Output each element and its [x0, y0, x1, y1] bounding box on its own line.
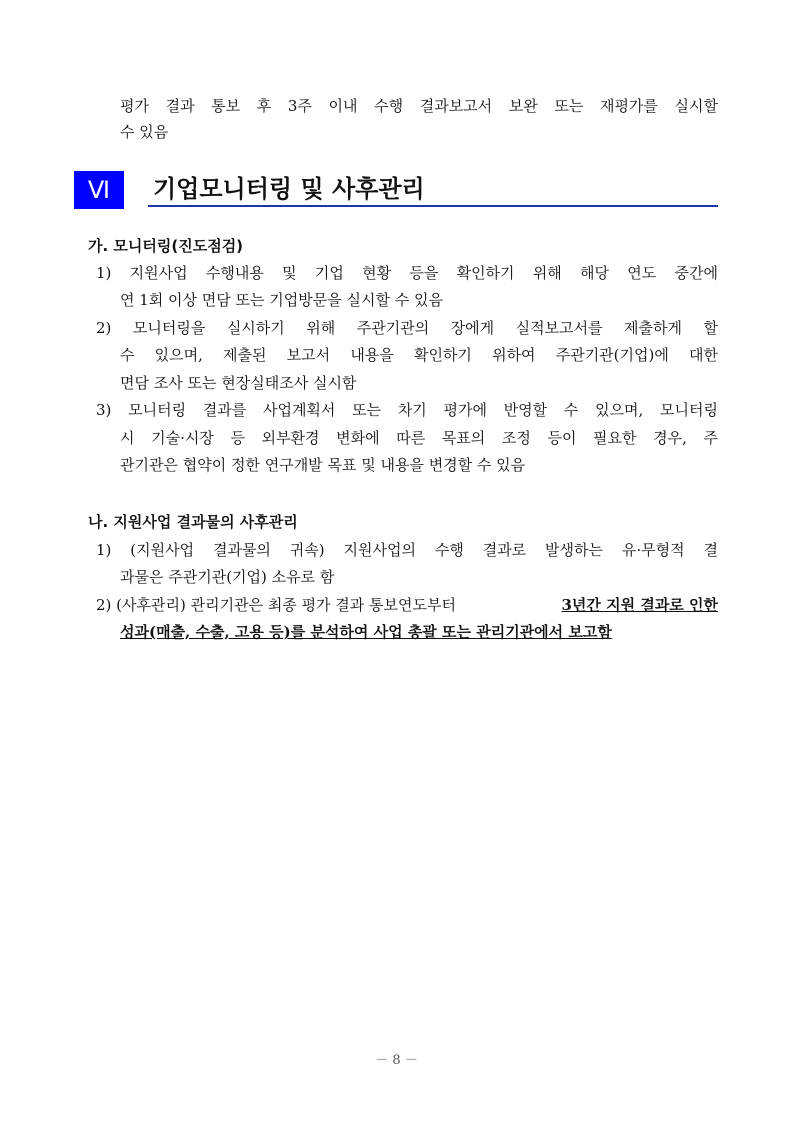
intro-line-2: 수 있음 [120, 123, 169, 141]
sub-a-item-2-line-1: 2) 모니터링을 실시하기 위해 주관기관의 장에게 실적보고서를 제출하게 할 [96, 319, 718, 337]
sub-a-item-3-line-2: 시 기술·시장 등 외부환경 변화에 따른 목표의 조정 등이 필요한 경우, 주 [120, 429, 718, 447]
section-underline [148, 205, 718, 207]
intro-line-1: 평가 결과 통보 후 3주 이내 수행 결과보고서 보완 또는 재평가를 실시할 [120, 97, 718, 115]
sub-b-item-2-emphasis-2: 성과(매출, 수출, 고용 등)를 분석하여 사업 총괄 또는 관리기관에서 보고함 [120, 623, 612, 641]
sub-a-item-2-line-2: 수 있으며, 제출된 보고서 내용을 확인하기 위하여 주관기관(기업)에 대한 [120, 346, 718, 364]
page-number: － 8 － [375, 1053, 418, 1068]
sub-a-item-3-line-3: 관기관은 협약이 정한 연구개발 목표 및 내용을 변경할 수 있음 [120, 456, 526, 474]
section-number-badge: Ⅵ [74, 171, 124, 209]
sub-a-item-2-line-3: 면담 조사 또는 현장실태조사 실시함 [120, 374, 357, 392]
sub-a-item-1-line-2: 연 1회 이상 면담 또는 기업방문을 실시할 수 있음 [120, 291, 443, 309]
sub-b-item-2-plain-text: 2) (사후관리) 관리기관은 최종 평가 결과 통보연도부터 [96, 596, 457, 614]
subsection-a-heading: 가. 모니터링(진도점검) [88, 237, 244, 255]
sub-b-item-1-line-2: 과물은 주관기관(기업) 소유로 함 [120, 568, 335, 586]
sub-b-item-2-emphasis-1: 3년간 지원 결과로 인한 [561, 596, 718, 614]
subsection-b-heading: 나. 지원사업 결과물의 사후관리 [88, 513, 298, 531]
section-title: 기업모니터링 및 사후관리 [153, 175, 425, 203]
sub-a-item-1-line-1: 1) 지원사업 수행내용 및 기업 현황 등을 확인하기 위해 해당 연도 중간에 [96, 264, 718, 282]
sub-b-item-2-line-1 [96, 595, 718, 615]
sub-a-item-3-line-1: 3) 모니터링 결과를 사업계획서 또는 차기 평가에 반영할 수 있으며, 모니터링 [96, 401, 718, 419]
sub-b-item-1-line-1: 1) (지원사업 결과물의 귀속) 지원사업의 수행 결과로 발생하는 유·무형적 결 [96, 541, 718, 559]
